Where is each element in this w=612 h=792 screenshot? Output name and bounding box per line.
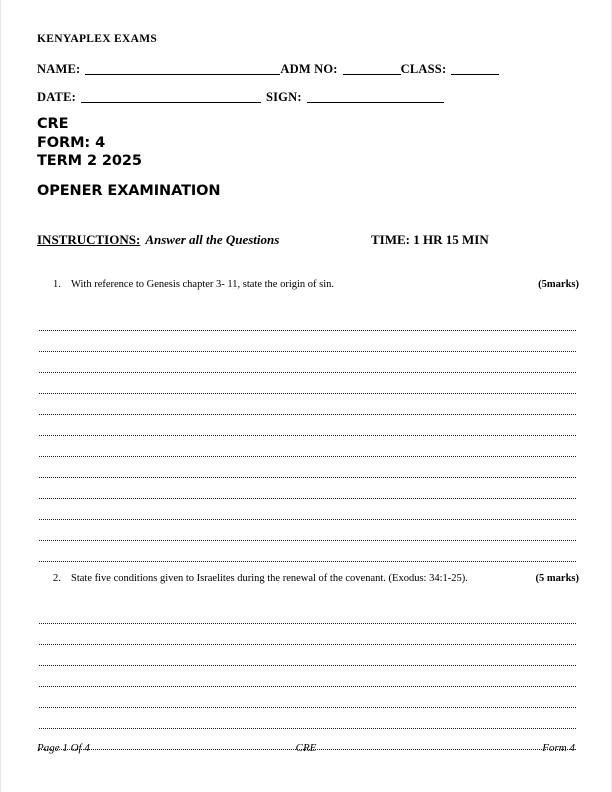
answer-line[interactable] [39, 645, 576, 666]
candidate-details-row-2 [37, 90, 444, 105]
answer-line[interactable] [39, 415, 576, 436]
answer-line[interactable] [39, 331, 576, 352]
question-text: With reference to Genesis chapter 3- 11, state the origin of sin. [71, 279, 335, 290]
name-input-line[interactable] [85, 63, 280, 75]
answer-line[interactable] [39, 394, 576, 415]
answer-line[interactable] [39, 520, 576, 541]
answer-line[interactable] [39, 541, 576, 562]
question-marks: (5marks) [538, 279, 579, 290]
footer-form: Form 4 [542, 742, 575, 754]
class-input-line[interactable] [451, 63, 499, 75]
answer-line[interactable] [39, 436, 576, 457]
term-title: TERM 2 2025 [37, 153, 142, 169]
organisation-name: KENYAPLEX EXAMS [37, 33, 158, 45]
date-input-line[interactable] [81, 91, 261, 103]
sign-label: SIGN: [265, 90, 302, 104]
instructions-label: INSTRUCTIONS: [37, 232, 141, 247]
date-label: DATE: [37, 90, 76, 104]
answer-line[interactable] [39, 457, 576, 478]
answer-line[interactable] [39, 352, 576, 373]
answer-line[interactable] [39, 310, 576, 331]
sign-input-line[interactable] [307, 91, 444, 103]
question-number: 2. [53, 573, 61, 584]
exam-time-allowed: TIME: 1 HR 15 MIN [371, 232, 489, 247]
question-item [53, 278, 579, 291]
adm-no-input-line[interactable] [343, 63, 401, 75]
form-title: FORM: 4 [37, 134, 106, 151]
subject-title: CRE [37, 116, 69, 132]
answer-line[interactable] [39, 603, 576, 624]
question-marks: (5 marks) [535, 573, 579, 584]
exam-title-block [37, 115, 142, 171]
adm-no-label: ADM NO: [280, 62, 338, 76]
answer-lines-question-1[interactable] [39, 310, 576, 562]
answer-line[interactable] [39, 624, 576, 645]
question-number: 1. [53, 279, 61, 290]
answer-line[interactable] [39, 499, 576, 520]
answer-line[interactable] [39, 373, 576, 394]
footer-page-number: Page 1 Of 4 [37, 742, 90, 754]
exam-name-heading: OPENER EXAMINATION [37, 183, 221, 199]
candidate-details-row-1 [37, 62, 499, 77]
footer-subject: CRE [295, 742, 317, 754]
question-text: State five conditions given to Israelites during the renewal of the covenant. (Exodus: 34:1-25). [71, 573, 468, 584]
answer-lines-question-2[interactable] [39, 603, 576, 750]
instructions-line [37, 232, 279, 248]
page-footer [37, 742, 575, 754]
instructions-text: Answer all the Questions [145, 232, 280, 247]
name-label: NAME: [37, 62, 81, 76]
answer-line[interactable] [39, 666, 576, 687]
class-label: CLASS: [400, 62, 447, 76]
answer-line[interactable] [39, 708, 576, 729]
question-item [53, 572, 579, 585]
answer-line[interactable] [39, 478, 576, 499]
answer-line[interactable] [39, 687, 576, 708]
